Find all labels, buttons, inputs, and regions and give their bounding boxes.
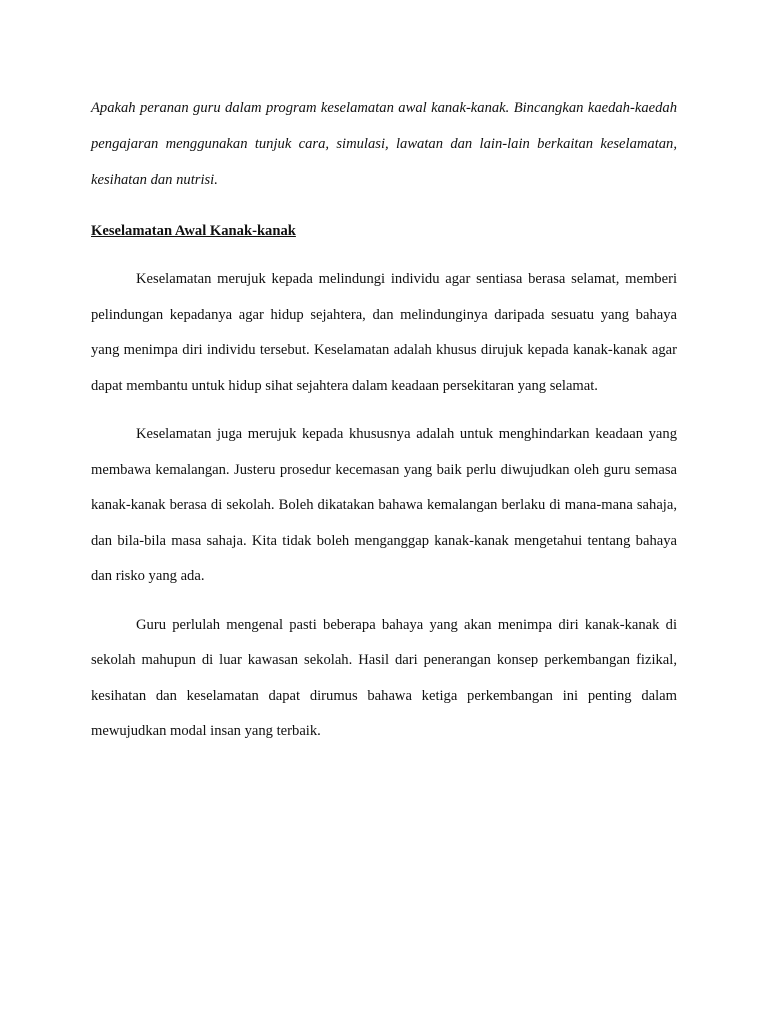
assignment-question: Apakah peranan guru dalam program keselamatan awal kanak-kanak. Bincangkan kaedah-kaedah pengajaran menggunakan tunjuk cara, simulasi, lawatan dan lain-lain berkaitan keselamatan, kesihatan dan nutrisi.	[91, 100, 677, 188]
section-heading: Keselamatan Awal Kanak-kanak	[91, 223, 296, 239]
paragraph-1: Keselamatan merujuk kepada melindungi individu agar sentiasa berasa selamat, memberi pelindungan kepadanya agar hidup sejahtera, dan melindunginya daripada sesuatu yang bahaya yang menimpa diri individu tersebut. Keselamatan adalah khusus dirujuk kepada kanak-kanak agar dapat membantu untuk hidup sihat sejahtera dalam keadaan persekitaran yang selamat.	[91, 271, 677, 394]
paragraph-3: Guru perlulah mengenal pasti beberapa bahaya yang akan menimpa diri kanak-kanak di sekolah mahupun di luar kawasan sekolah. Hasil dari penerangan konsep perkembangan fizikal, kesihatan dan keselamatan dapat dirumus bahawa ketiga perkembangan ini penting dalam mewujudkan modal insan yang terbaik.	[91, 616, 677, 739]
paragraph-2: Keselamatan juga merujuk kepada khususnya adalah untuk menghindarkan keadaan yang membawa kemalangan. Justeru prosedur kecemasan yang baik perlu diwujudkan oleh guru semasa kanak-kanak berasa di sekolah. Boleh dikatakan bahawa kemalangan berlaku di mana-mana sahaja, dan bila-bila masa sahaja. Kita tidak boleh menganggap kanak-kanak mengetahui tentang bahaya dan risko yang ada.	[91, 426, 677, 584]
document-body	[91, 90, 677, 750]
